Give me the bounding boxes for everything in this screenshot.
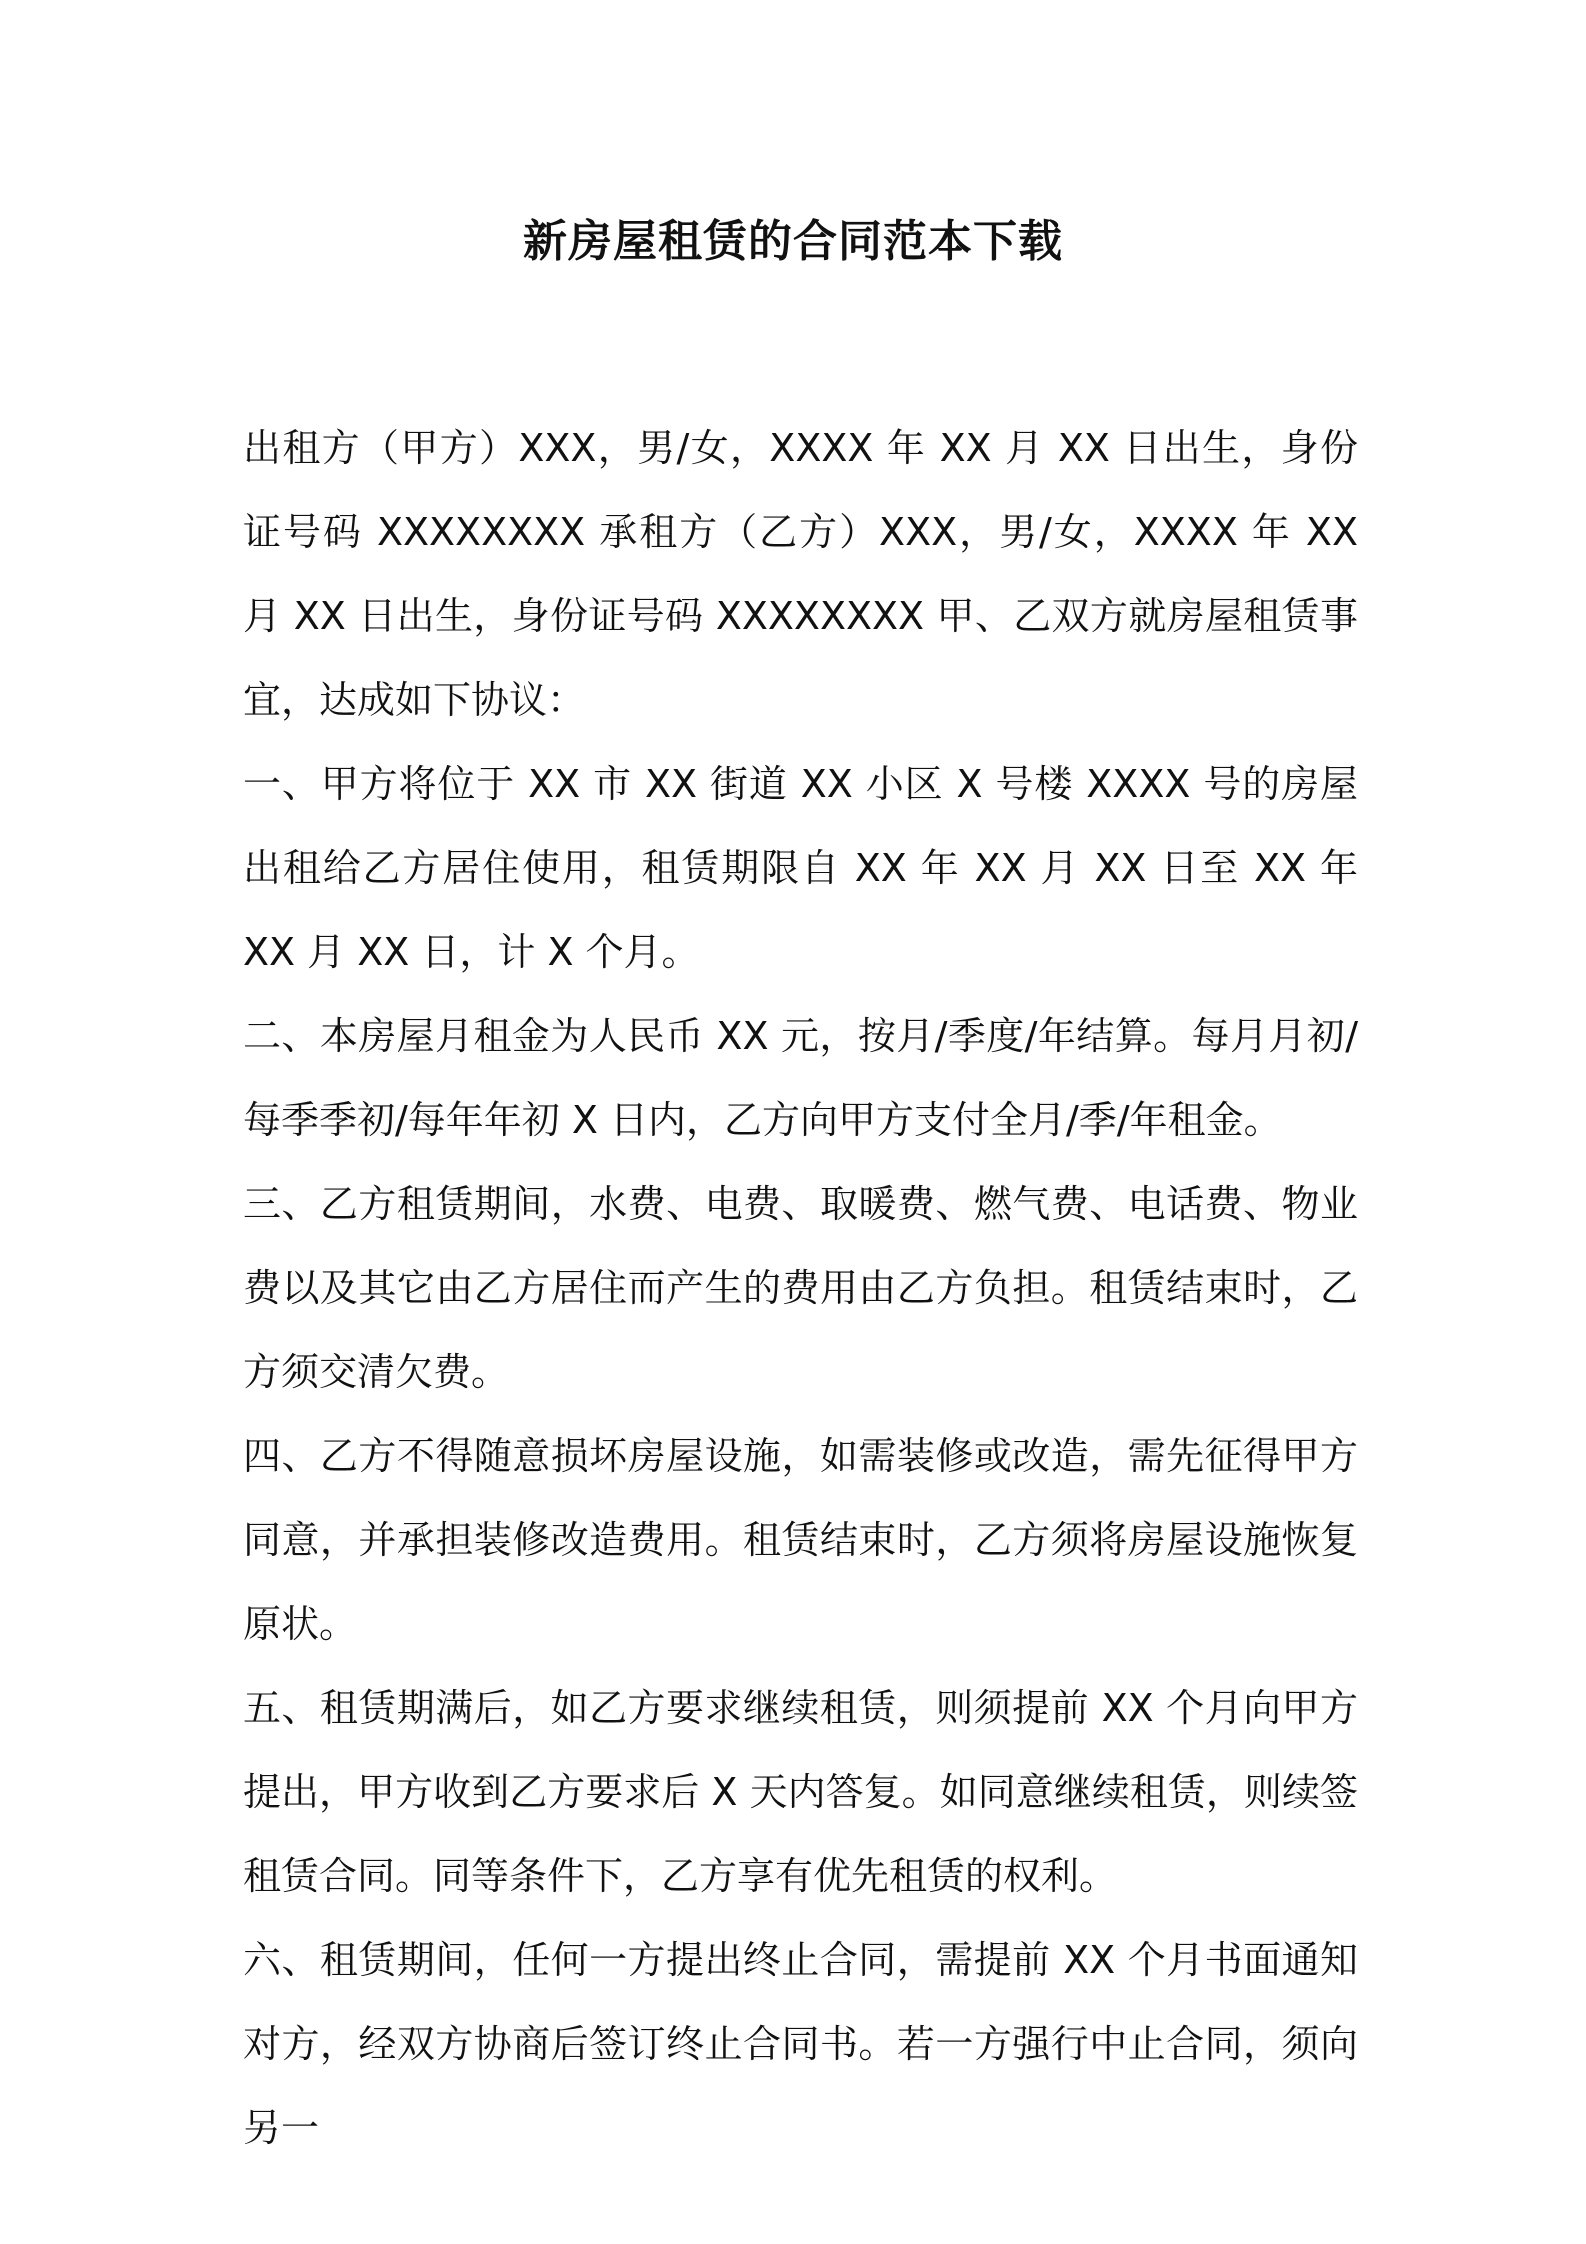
- paragraph-clause-4: 四、乙方不得随意损坏房屋设施，如需装修或改造，需先征得甲方同意，并承担装修改造费用。租赁结束时，乙方须将房屋设施恢复原状。: [243, 1434, 1358, 1646]
- document-body: [243, 406, 1358, 2170]
- paragraph-clause-3: 三、乙方租赁期间，水费、电费、取暖费、燃气费、电话费、物业费以及其它由乙方居住而产生的费用由乙方负担。租赁结束时，乙方须交清欠费。: [243, 1182, 1358, 1394]
- paragraph-clause-1: 一、甲方将位于 XX 市 XX 街道 XX 小区 X 号楼 XXXX 号的房屋出租给乙方居住使用，租赁期限自 XX 年 XX 月 XX 日至 XX 年 XX 月 XX 日，计 X 个月。: [243, 762, 1358, 974]
- document-title: 新房屋租赁的合同范本下载: [523, 216, 1063, 267]
- paragraph-clause-5: 五、租赁期满后，如乙方要求继续租赁，则须提前 XX 个月向甲方提出，甲方收到乙方要求后 X 天内答复。如同意继续租赁，则续签租赁合同。同等条件下，乙方享有优先租赁的权利。: [243, 1686, 1358, 1898]
- paragraph-parties: 出租方（甲方）XXX，男/女，XXXX 年 XX 月 XX 日出生，身份证号码 XXXXXXXX 承租方（乙方）XXX，男/女，XXXX 年 XX 月 XX 日出生，身份证号码 XXXXXXXX 甲、乙双方就房屋租赁事宜，达成如下协议：: [243, 426, 1358, 722]
- paragraph-clause-2: 二、本房屋月租金为人民币 XX 元，按月/季度/年结算。每月月初/每季季初/每年年初 X 日内，乙方向甲方支付全月/季/年租金。: [243, 1014, 1358, 1142]
- paragraph-clause-6: 六、租赁期间，任何一方提出终止合同，需提前 XX 个月书面通知对方，经双方协商后签订终止合同书。若一方强行中止合同，须向另一: [243, 1938, 1358, 2150]
